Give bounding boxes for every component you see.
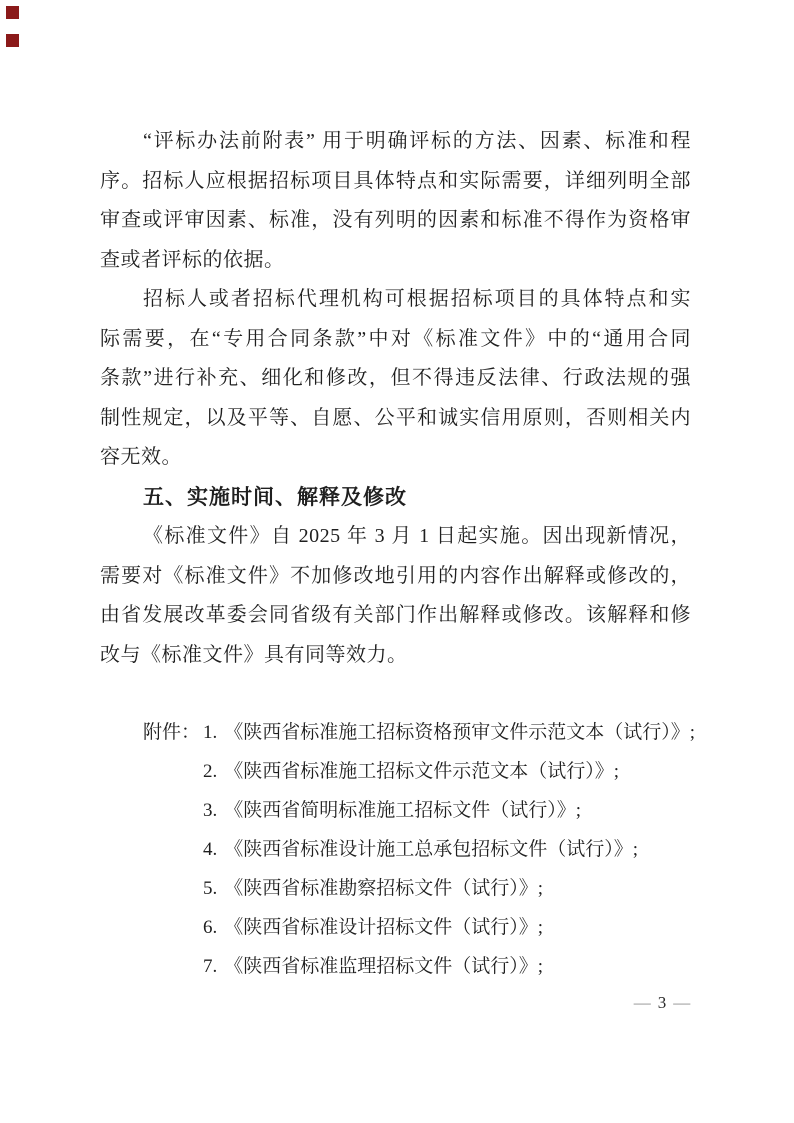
attachment-item — [100, 713, 700, 752]
page-number-dash-left: — — [633, 993, 651, 1012]
attachment-item — [100, 752, 700, 791]
attachment-number: 6. — [203, 917, 218, 938]
attachment-title: 《陕西省标准设计施工总承包招标文件（试行）》; — [224, 839, 639, 860]
body-text-line: 容无效。 — [100, 446, 182, 468]
attachment-list — [100, 713, 700, 986]
attachment-title: 《陕西省标准监理招标文件（试行）》; — [224, 956, 544, 977]
attachment-item — [100, 830, 700, 869]
attachment-item — [100, 791, 700, 830]
body-text-line: 审查或评审因素、标准，没有列明的因素和标准不得作为资格审 — [100, 209, 691, 231]
attachment-item — [100, 869, 700, 908]
body-text-line: 条款”进行补充、细化和修改，但不得违反法律、行政法规的强 — [100, 367, 691, 389]
attachment-number: 4. — [203, 839, 218, 860]
body-text-line: 际需要，在“专用合同条款”中对《标准文件》中的“通用合同 — [100, 327, 691, 350]
page-number — [622, 988, 702, 1018]
document-body — [100, 122, 691, 675]
body-text-line: 改与《标准文件》具有同等效力。 — [100, 643, 408, 666]
body-text-line: 由省发展改革委会同省级有关部门作出解释或修改。该解释和修 — [100, 604, 691, 626]
body-text-line: 需要对《标准文件》不加修改地引用的内容作出解释或修改的， — [100, 564, 691, 587]
attachment-item — [100, 908, 700, 947]
attachment-title: 《陕西省简明标准施工招标文件（试行）》; — [224, 800, 582, 821]
attachment-number: 3. — [203, 800, 218, 821]
attachment-number: 5. — [203, 878, 218, 899]
body-text-line: 招标人或者招标代理机构可根据招标项目的具体特点和实 — [143, 288, 691, 310]
page-number-value: 3 — [657, 993, 667, 1012]
attachment-number: 1. — [203, 722, 218, 743]
page-number-dash-right: — — [673, 993, 691, 1012]
section-heading: 五、实施时间、解释及修改 — [143, 485, 407, 509]
attachment-title: 《陕西省标准施工招标资格预审文件示范文本（试行）》; — [224, 722, 696, 743]
attachment-number: 7. — [203, 956, 218, 977]
corner-mark-bottom — [6, 34, 19, 47]
body-text-line: 序。招标人应根据招标项目具体特点和实际需要，详细列明全部 — [100, 169, 691, 192]
attachment-title: 《陕西省标准勘察招标文件（试行）》; — [224, 878, 544, 899]
body-text-line: “评标办法前附表” 用于明确评标的方法、因素、标准和程 — [143, 130, 691, 152]
attachments-label: 附件： — [143, 722, 201, 743]
attachment-title: 《陕西省标准设计招标文件（试行）》; — [224, 917, 544, 938]
attachment-item — [100, 947, 700, 986]
body-text-line: 查或者评标的依据。 — [100, 248, 285, 271]
body-text-line: 制性规定，以及平等、自愿、公平和诚实信用原则，否则相关内 — [100, 406, 691, 429]
attachment-number: 2. — [203, 761, 218, 782]
corner-mark-top — [6, 6, 19, 19]
attachment-title: 《陕西省标准施工招标文件示范文本（试行）》; — [224, 761, 620, 782]
body-text-line: 《标准文件》自 2025 年 3 月 1 日起实施。因出现新情况， — [143, 525, 691, 547]
